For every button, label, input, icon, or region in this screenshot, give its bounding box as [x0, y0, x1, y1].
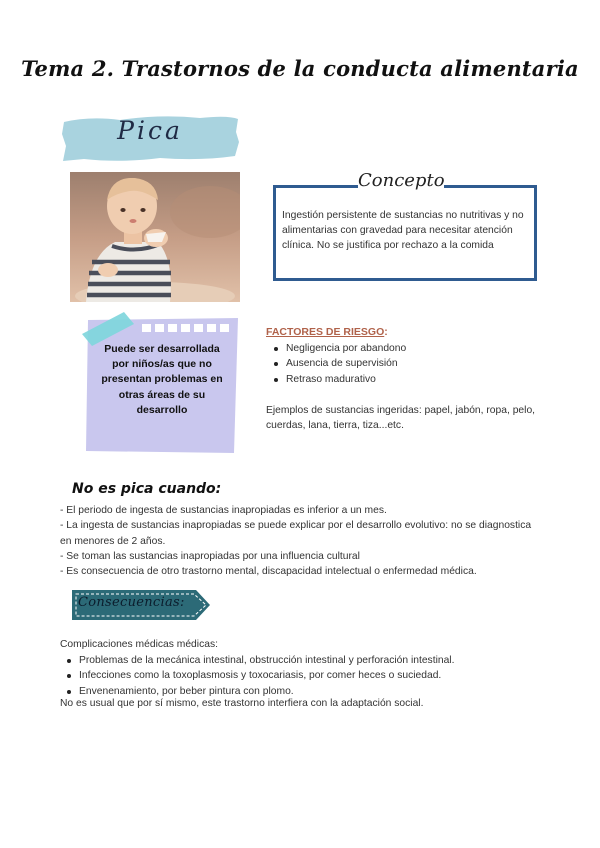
risk-factors-title-text: FACTORES DE RIESGO [266, 326, 385, 338]
consequences-label: Consecuencias: [78, 595, 185, 610]
list-item: - El periodo de ingesta de sustancias inapropiadas es inferior a un mes. [60, 505, 387, 516]
no-pica-list [60, 503, 540, 579]
no-pica-title: No es pica cuando: [72, 481, 222, 497]
list-item: Problemas de la mecánica intestinal, obstrucción intestinal y perforación intestinal. [62, 653, 542, 668]
risk-factors-list [269, 341, 549, 387]
list-item: Ausencia de supervisión [269, 356, 549, 371]
complications-title: Complicaciones médicas médicas: [60, 639, 218, 650]
list-item: Infecciones como la toxoplasmosis y toxocariasis, por comer heces o suciedad. [62, 668, 542, 683]
list-item: - Es consecuencia de otro trastorno mental, discapacidad intelectual o enfermedad médica. [60, 566, 477, 578]
complications-list [62, 653, 542, 699]
baby-photo [70, 172, 240, 302]
list-item: - La ingesta de sustancias inapropiadas se puede explicar por el desarrollo evolutivo: no se diagnostica en menores de 2 años. [60, 520, 532, 547]
list-item: - Se toman las sustancias inapropiadas por una influencia cultural [60, 550, 360, 562]
risk-factors-title [266, 326, 388, 338]
pica-label: Pica [117, 116, 183, 145]
note-text: Puede ser desarrollada por niños/as que no presentan problemas en otras áreas de su desarrollo [101, 343, 223, 416]
risk-factors-colon: : [384, 326, 388, 338]
list-item: Retraso madurativo [269, 372, 549, 387]
concept-label: Concepto [358, 170, 445, 191]
list-item: Envenenamiento, por beber pintura con plomo. [62, 684, 542, 699]
page-title: Tema 2. Trastornos de la conducta alimentaria [21, 56, 579, 81]
concept-text: Ingestión persistente de sustancias no nutritivas y no alimentarias con gravedad para necesitar atención clínica. No se justifica por rechazo a la comida [282, 210, 524, 252]
examples-text: Ejemplos de sustancias ingeridas: papel, jabón, ropa, pelo, cuerdas, lana, tierra, tiza...etc. [266, 405, 536, 432]
closing-text: No es usual que por sí mismo, este trastorno interfiera con la adaptación social. [60, 698, 424, 709]
list-item: Negligencia por abandono [269, 341, 549, 356]
